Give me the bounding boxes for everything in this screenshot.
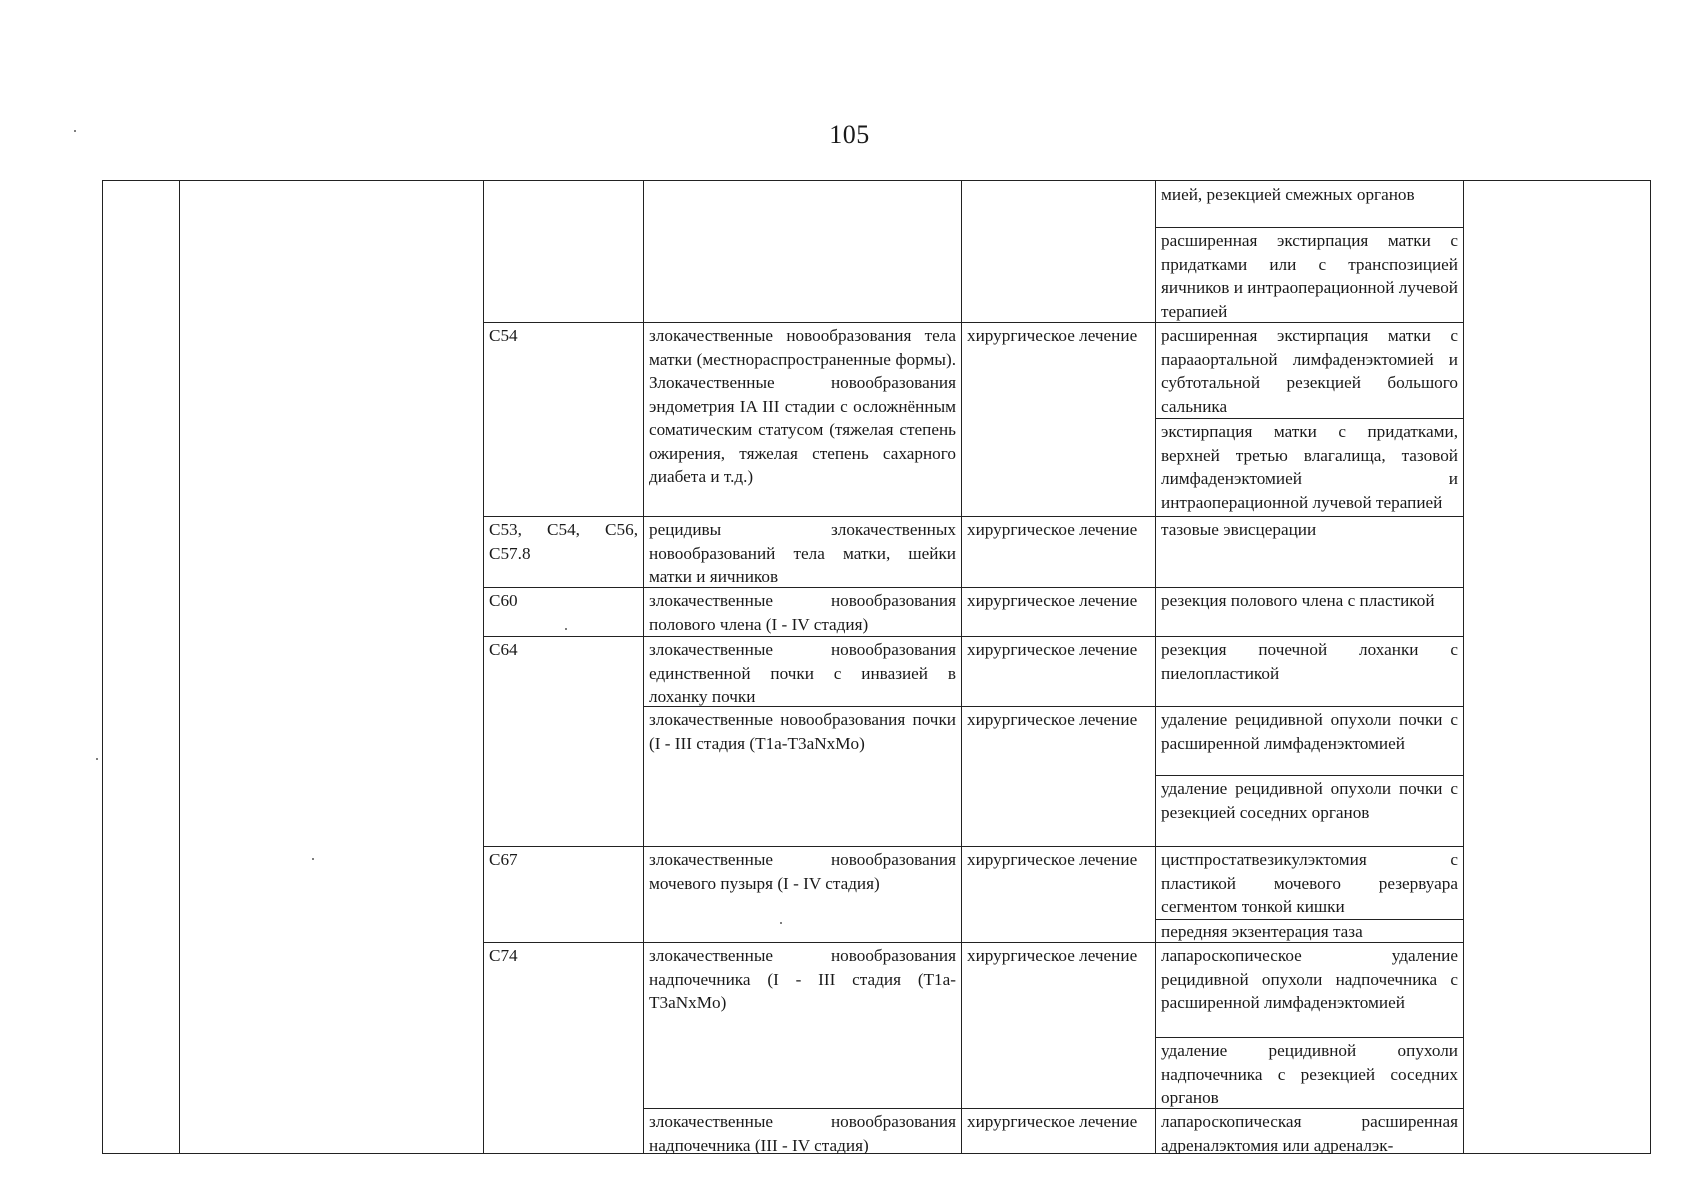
procedure-cell: удаление рецидивной опухоли надпочечника с резекцией соседних органов — [1161, 1041, 1458, 1107]
procedure-cell: удаление рецидивной опухоли почки с резекцией соседних органов — [1161, 779, 1458, 822]
treatment-cell: хирургическое лечение — [967, 946, 1138, 965]
procedure-cell: тазовые эвисцерации — [1161, 520, 1317, 539]
procedure-cell: мией, резекцией смежных органов — [1161, 185, 1415, 204]
condition-cell: злокачественные новообразования надпочечника (I - III стадия (T1a-T3aNxMo) — [649, 946, 956, 1012]
procedure-cell: лапароскопическая расширенная адреналэктомия или адреналэк- — [1161, 1112, 1458, 1154]
row-divider — [483, 516, 1463, 517]
code-cell: C67 — [489, 850, 518, 869]
procedure-cell: резекция полового члена с пластикой — [1161, 591, 1435, 610]
condition-cell: злокачественные новообразования полового члена (I - IV стадия) — [649, 591, 956, 634]
treatment-cell: хирургическое лечение — [967, 640, 1138, 659]
treatment-cell: хирургическое лечение — [967, 1112, 1138, 1131]
page-number: 105 — [829, 120, 870, 149]
code-cell: C60 — [489, 591, 518, 610]
treatment-table — [102, 180, 1651, 1154]
procedure-cell: расширенная экстирпация матки с парааортальной лимфаденэктомией и субтотальной резекцией большого сальника — [1161, 326, 1458, 416]
condition-cell: злокачественные новообразования надпочечника (III - IV стадия) — [649, 1112, 956, 1154]
procedure-cell: экстирпация матки с придатками, верхней третью влагалища, тазовой лимфаденэктомией и интраоперационной лучевой терапией — [1161, 422, 1458, 512]
procedure-cell: цистпростатвезикулэктомия с пластикой мочевого резервуара сегментом тонкой кишки — [1161, 850, 1458, 916]
row-divider — [483, 846, 1463, 847]
procedure-divider — [1155, 227, 1463, 228]
condition-cell: рецидивы злокачественных новообразований тела матки, шейки матки и яичников — [649, 520, 956, 586]
condition-cell: злокачественные новообразования почки (I - III стадия (T1a-T3aNxMo) — [649, 710, 956, 753]
treatment-cell: хирургическое лечение — [967, 520, 1138, 539]
code-cell: C74 — [489, 946, 518, 965]
treatment-cell: хирургическое лечение — [967, 591, 1138, 610]
treatment-cell: хирургическое лечение — [967, 710, 1138, 729]
code-cell: C53, C54, C56, C57.8 — [489, 520, 638, 563]
procedure-divider — [1155, 775, 1463, 776]
procedure-cell: передняя экзентерация таза — [1161, 922, 1363, 941]
condition-cell: злокачественные новообразования тела матки (местнораспространенные формы). Злокачественные новообразования эндометрия IA III стадии с осложнённым соматическим статусом (тяжелая степень ожирения, тяжелая степень сахарного диабета и т.д.) — [649, 326, 956, 486]
row-divider — [643, 1108, 1463, 1109]
row-divider — [643, 706, 1463, 707]
procedure-divider — [1155, 418, 1463, 419]
treatment-cell: хирургическое лечение — [967, 850, 1138, 869]
procedure-cell: удаление рецидивной опухоли почки с расширенной лимфаденэктомией — [1161, 710, 1458, 753]
code-cell: C64 — [489, 640, 518, 659]
condition-cell: злокачественные новообразования мочевого пузыря (I - IV стадия) — [649, 850, 956, 893]
scan-artifact-dot — [96, 758, 98, 760]
condition-cell: злокачественные новообразования единственной почки с инвазией в лоханку почки — [649, 640, 956, 706]
row-divider — [483, 322, 1463, 323]
procedure-cell: резекция почечной лоханки с пиелопластикой — [1161, 640, 1458, 683]
column-divider — [179, 181, 180, 1153]
row-divider — [483, 942, 1463, 943]
column-divider — [1463, 181, 1464, 1153]
procedure-cell: лапароскопическое удаление рецидивной опухоли надпочечника с расширенной лимфаденэктомией — [1161, 946, 1458, 1012]
procedure-cell: расширенная экстирпация матки с придатками или с транспозицией яичников и интраоперационной лучевой терапией — [1161, 231, 1458, 321]
procedure-divider — [1155, 919, 1463, 920]
row-divider — [483, 587, 1463, 588]
scan-artifact-dot — [74, 130, 76, 132]
treatment-cell: хирургическое лечение — [967, 326, 1138, 345]
code-cell: C54 — [489, 326, 518, 345]
row-divider — [483, 636, 1463, 637]
procedure-divider — [1155, 1037, 1463, 1038]
